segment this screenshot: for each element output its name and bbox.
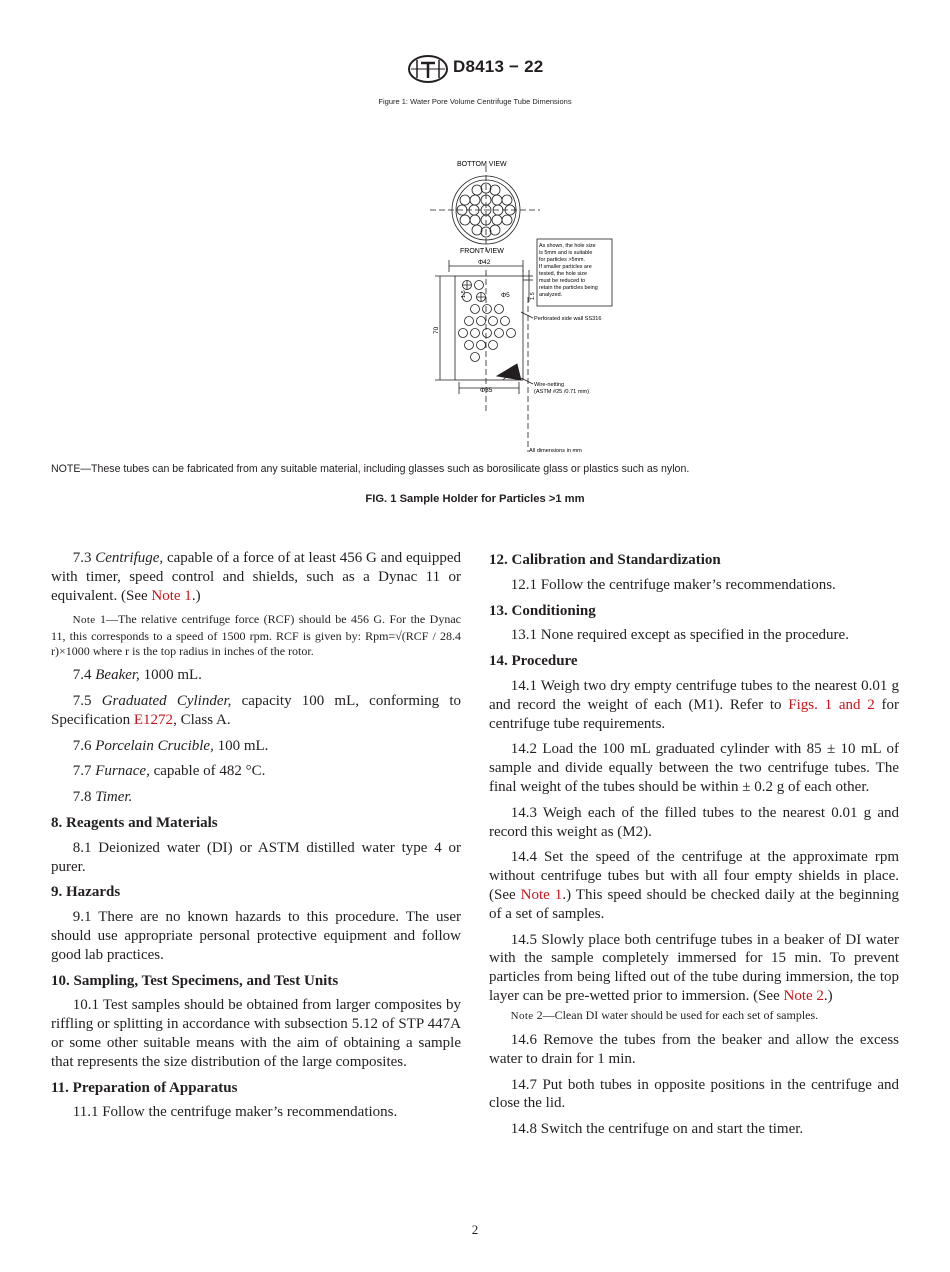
document-id: D8413 − 22 [453,57,544,76]
paragraph-7-6: 7.6 Porcelain Crucible, 100 mL. [72,737,269,754]
figure-title: FIG. 1 Sample Holder for Particles >1 mm [365,493,585,505]
wire-netting-label: Wire-netting [534,382,565,388]
note-box-line: is 5mm and is suitable [539,250,593,256]
note-box-line: retain the particles being [539,285,598,291]
phi42-label: Φ42 [478,259,491,266]
heading-10: 10. Sampling, Test Specimens, and Test Units [51,972,339,989]
note-box-line: must be reduced to [539,278,586,284]
paragraph-7-7: 7.7 Furnace, capable of 482 °C. [72,763,266,780]
paragraph-14-4: 14.4 Set the speed of the centrifuge at the approximate rpm without centrifuge tubes but with all four empty shields in place. (See Note 1.) This speed should be checked daily at the beginning of a set of samples. [489,849,899,922]
heading-12: 12. Calibration and Standardization [489,552,721,568]
phi35-label: Φ35 [480,387,493,394]
note-box-line: tested, the hole size [539,271,587,277]
centrifuge-tube-drawing [425,152,625,457]
page-number: 2 [471,1222,479,1237]
dim-70-label: 70 [433,326,440,334]
paragraph-14-2: 14.2 Load the 100 mL graduated cylinder with 85 ± 10 mL of sample and divide equally between the two centrifuge tubes. The final weight of the tubes should be within ± 0.2 g of each other. [489,741,899,795]
figs-link[interactable]: Figs. 1 and 2 [788,696,875,713]
note-2-link[interactable]: Note 2 [783,987,824,1004]
note-1-link[interactable]: Note 1 [151,587,192,604]
note-2: Note 2—Clean DI water should be used for each set of samples. [510,1007,819,1022]
paragraph-7-3: 7.3 Centrifuge, capable of a force of at least 456 G and equipped with timer, speed control and shields, such as a Dynac 11 or equivalent. (See Note 1.) [51,550,462,604]
paragraph-9-1: 9.1 There are no known hazards to this procedure. The user should use appropriate personal protective equipment and follow good lab practices. [51,909,461,963]
paragraph-7-5: 7.5 Graduated Cylinder, capacity 100 mL, conforming to Specification E1272, Class A. [51,693,462,728]
left-column [51,549,461,1129]
paragraph-13-1: 13.1 None required except as specified in the procedure. [510,627,849,644]
paragraph-14-5: 14.5 Slowly place both centrifuge tubes in a beaker of DI water with the sample completely immersed for 15 min. To prevent particles from being lifted out of the tube during immersion, the top layer can be pre-wetted prior to immersion. (See Note 2.) [489,931,899,1004]
heading-11: 11. Preparation of Apparatus [51,1079,238,1096]
paragraph-14-7: 14.7 Put both tubes in opposite positions in the centrifuge and close the lid. [489,1076,899,1112]
dim-1.5a-label: 1.5 [461,290,467,298]
note-1: Note 1—The relative centrifuge force (RCF) should be 456 G. For the Dynac 11, this corresponds to a speed of 1500 rpm. RCF is given by: Rpm=√(RCF / 28.4 r)×1000 where r is the top radius in inches of the rotor. [51,612,461,658]
heading-8: 8. Reagents and Materials [51,815,218,832]
page-header [0,52,950,88]
e1272-link[interactable]: E1272 [133,711,174,728]
note-box-line: for particles >5mm. [539,257,585,263]
note-1-link[interactable]: Note 1 [520,886,563,903]
astm-logo-icon [407,54,449,84]
heading-14: 14. Procedure [489,653,578,670]
figure-caption: Figure 1: Water Pore Volume Centrifuge Tube Dimensions [378,97,572,106]
heading-9: 9. Hazards [51,884,121,901]
front-view-label: FRONT VIEW [460,248,504,255]
paragraph-7-8: 7.8 Timer. [72,789,133,806]
phi5-label: Φ5 [501,292,510,299]
paragraph-12-1: 12.1 Follow the centrifuge maker’s recommendations. [510,576,836,593]
paragraph-14-8: 14.8 Switch the centrifuge on and start the timer. [510,1121,804,1138]
paragraph-14-1: 14.1 Weigh two dry empty centrifuge tubes to the nearest 0.01 g and record the weight of each (M1). Refer to Figs. 1 and 2 for centrifuge tube requirements. [489,677,899,732]
paragraph-7-4: 7.4 Beaker, 1000 mL. [72,667,202,684]
all-dimensions-label: All dimensions in mm [529,448,582,454]
paragraph-10-1: 10.1 Test samples should be obtained from larger composites by riffling or splitting in accordance with subsection 5.12 of STP 447A or some other suitable means with the aim of obtaining a sample that represents the size distribution of the large composites. [51,997,461,1070]
wire-netting-spec-label: (ASTM #25 /0.71 mm) [534,389,590,395]
dim-1.5b-label: 1.5 [530,292,536,300]
note-box-line: analyzed. [539,292,563,298]
paragraph-14-6: 14.6 Remove the tubes from the beaker and allow the excess water to drain for 1 min. [489,1032,899,1067]
note-box-line: If smaller particles are [539,264,592,270]
figure-note: NOTE—These tubes can be fabricated from any suitable material, including glasses such as borosilicate glass or plastics such as nylon. [51,463,690,475]
note-box-line: As shown, the hole size [539,243,596,249]
bottom-view-label: BOTTOM VIEW [457,161,507,168]
perforated-label: Perforated side wall SS316 [534,316,602,322]
heading-13: 13. Conditioning [489,602,596,619]
right-column [489,549,899,1146]
paragraph-11-1: 11.1 Follow the centrifuge maker’s recommendations. [72,1104,398,1121]
paragraph-14-3: 14.3 Weigh each of the filled tubes to the nearest 0.01 g and record this weight as (M2). [489,804,899,840]
paragraph-8-1: 8.1 Deionized water (DI) or ASTM distilled water type 4 or purer. [51,839,461,875]
